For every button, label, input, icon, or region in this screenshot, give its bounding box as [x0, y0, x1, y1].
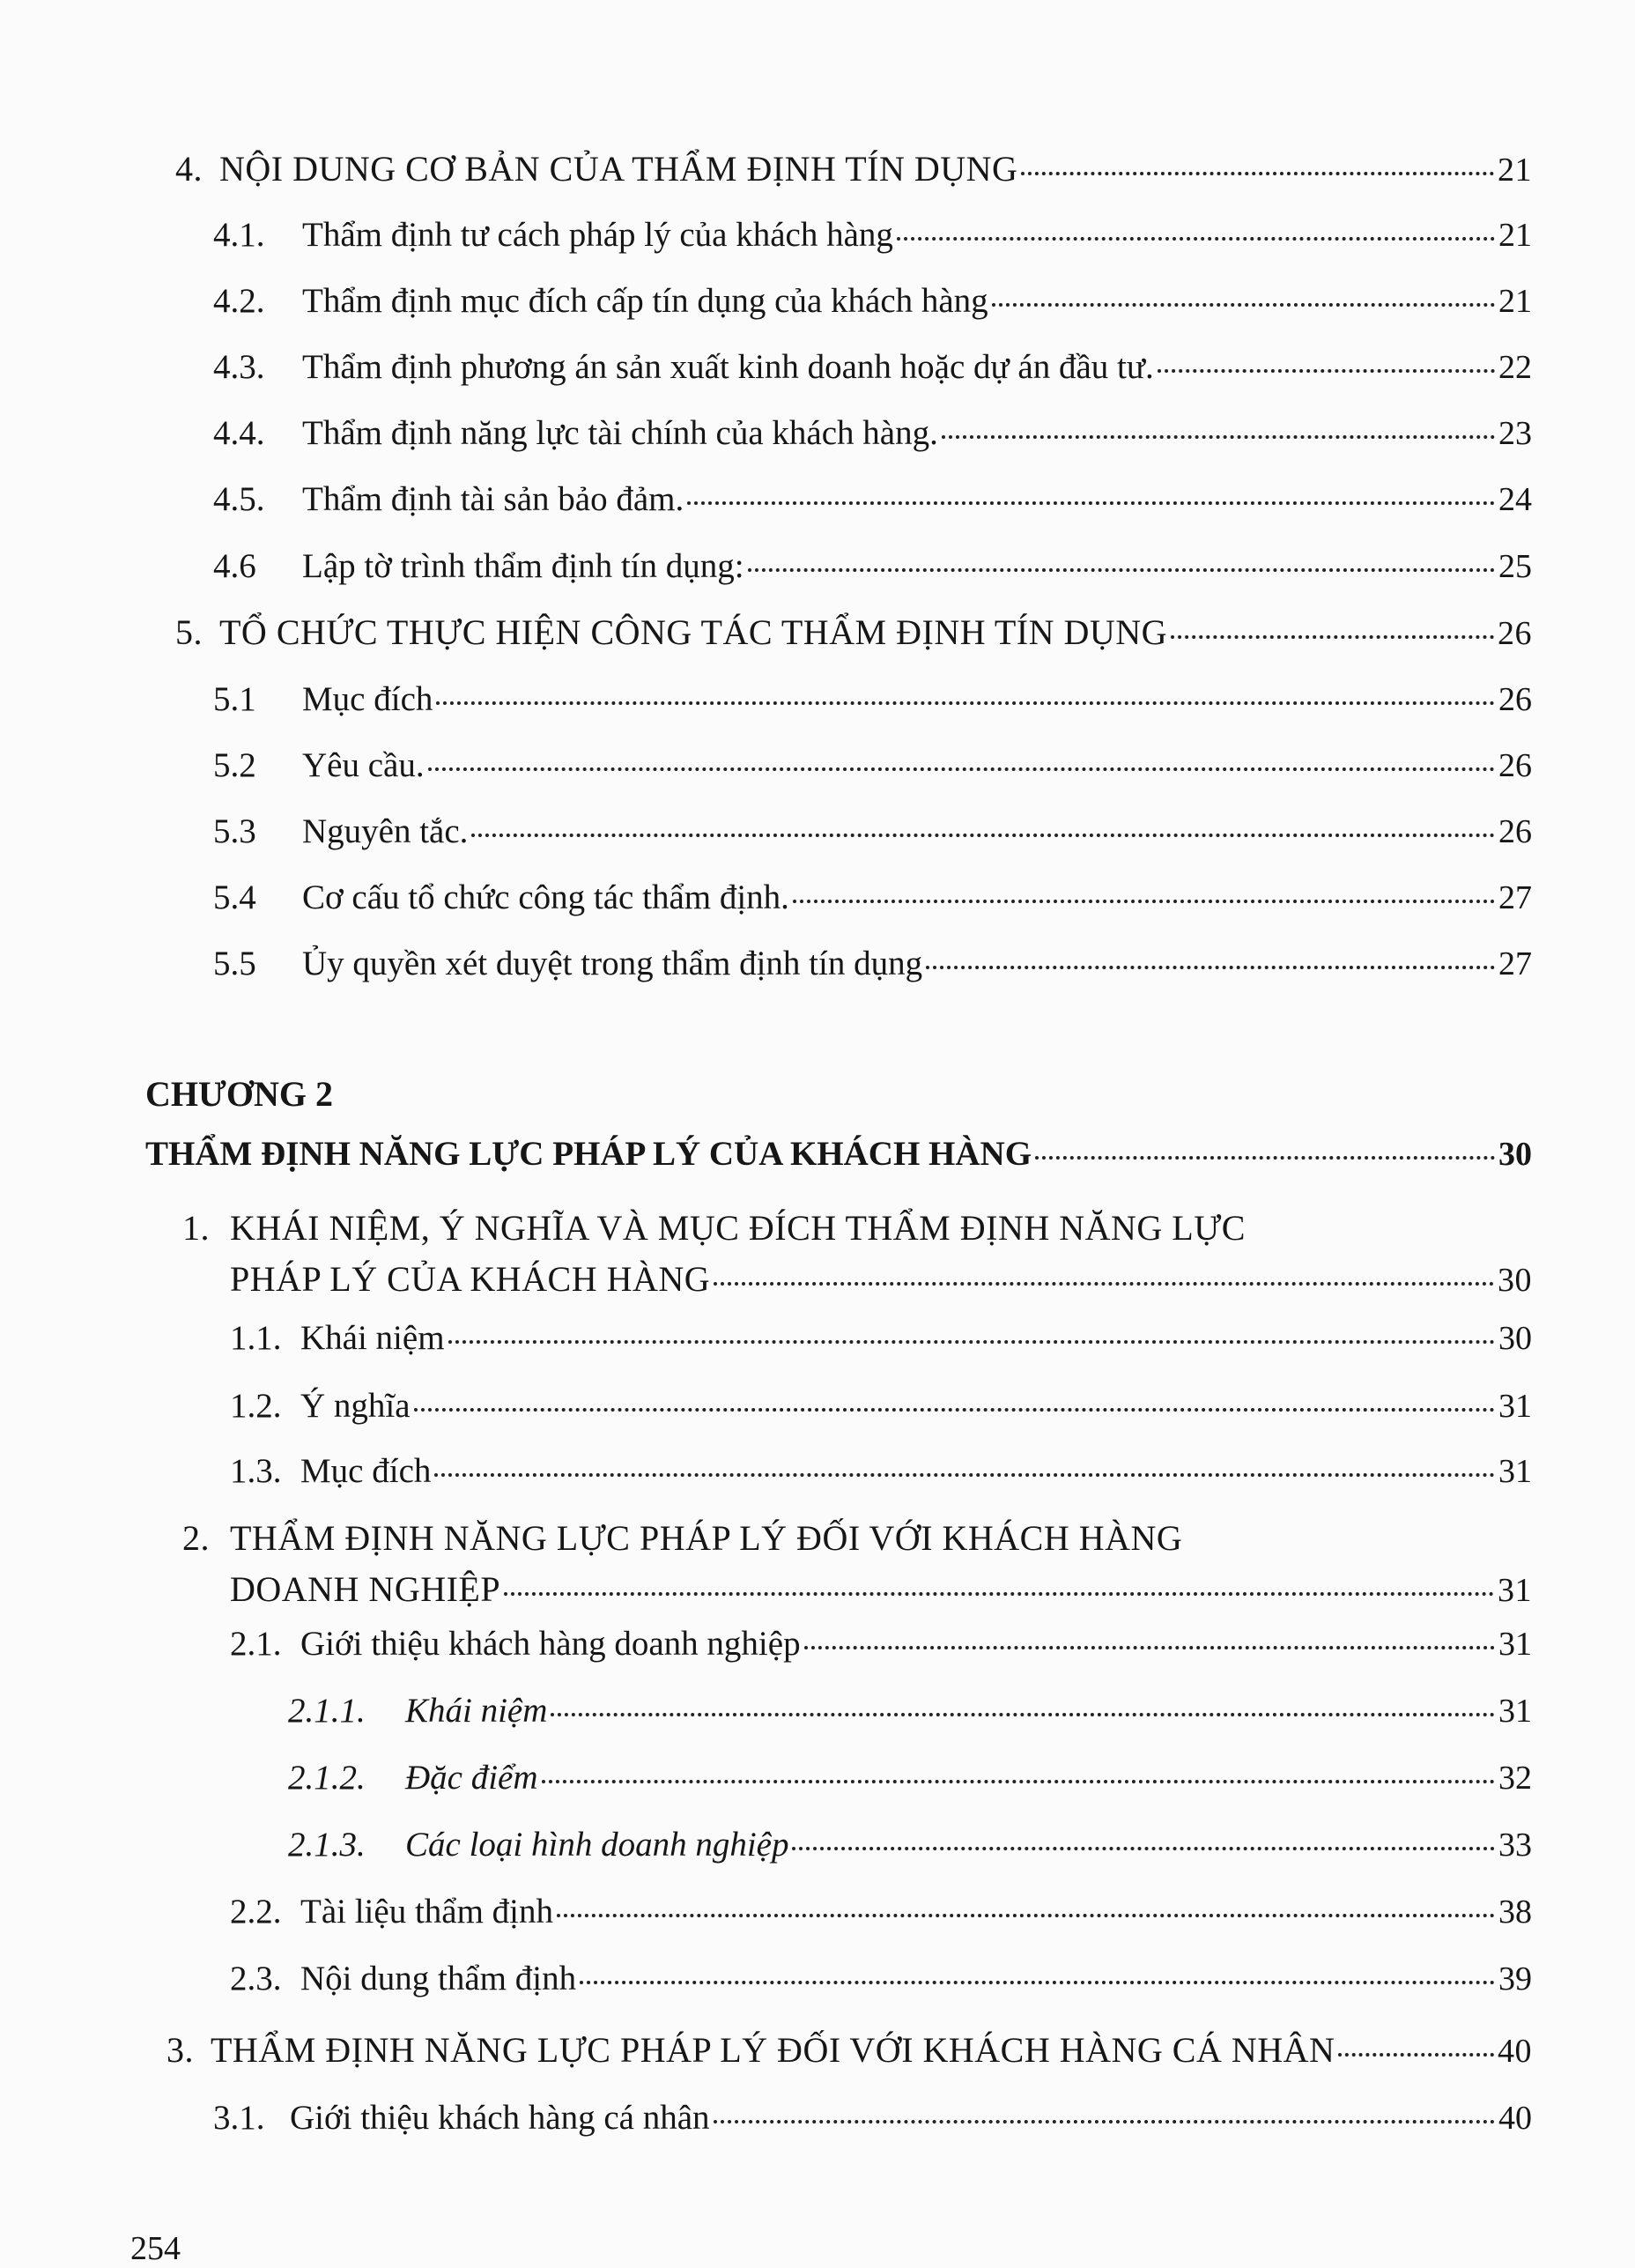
toc-entry-title: Thẩm định tư cách pháp lý của khách hàng — [302, 216, 893, 254]
toc-entry-number: 4.2. — [213, 282, 265, 320]
toc-entry[interactable] — [213, 877, 1532, 919]
toc-entry-title: Yêu cầu. — [302, 746, 425, 784]
toc-entry[interactable] — [213, 214, 1532, 256]
toc-entry-title: Giới thiệu khách hàng cá nhân — [290, 2099, 710, 2137]
dot-leader — [504, 1592, 1494, 1596]
dot-leader — [992, 303, 1495, 307]
toc-entry-title: Khái niệm — [405, 1692, 548, 1730]
toc-entry-title: Mục đích — [302, 680, 433, 718]
toc-entry-title: KHÁI NIỆM, Ý NGHĨA VÀ MỤC ĐÍCH THẨM ĐỊNH NĂNG LỰC — [230, 1208, 1246, 1248]
dot-leader — [1158, 369, 1495, 373]
toc-entry-number: 3.1. — [213, 2099, 265, 2137]
dot-leader — [434, 1473, 1495, 1477]
toc-entry-number: 4.5. — [213, 480, 265, 518]
toc-entry-number: 3. — [166, 2030, 194, 2070]
dot-leader — [1035, 1156, 1495, 1160]
toc-entry-number: 2.1.3. — [288, 1826, 366, 1864]
toc-entry-title: Nội dung thẩm định — [300, 1960, 577, 1997]
toc-entry-page: 31 — [1498, 1626, 1532, 1663]
toc-entry-title: Thẩm định năng lực tài chính của khách hàng. — [302, 414, 938, 452]
toc-entry-title: Khái niệm — [300, 1319, 445, 1357]
dot-leader — [897, 237, 1495, 241]
toc-entry-title: Đặc điểm — [405, 1759, 538, 1797]
toc-entry-title: Thẩm định tài sản bảo đảm. — [302, 480, 684, 518]
dot-leader — [942, 435, 1495, 439]
toc-entry[interactable] — [230, 1891, 1532, 1933]
toc-entry-number: 1.1. — [230, 1319, 282, 1357]
toc-entry-page: 22 — [1498, 349, 1532, 386]
dot-leader — [804, 1646, 1495, 1649]
toc-entry-title: Tài liệu thẩm định — [300, 1893, 554, 1931]
toc-entry-page: 21 — [1498, 152, 1532, 189]
toc-entry[interactable] — [213, 2097, 1532, 2139]
toc-entry[interactable] — [213, 412, 1532, 455]
toc-entry-title-line2: PHÁP LÝ CỦA KHÁCH HÀNG — [230, 1259, 711, 1299]
toc-entry-page: 31 — [1498, 1453, 1532, 1490]
toc-entry-page: 25 — [1498, 548, 1532, 585]
toc-entry-page: 40 — [1498, 2033, 1532, 2070]
toc-entry[interactable] — [213, 811, 1532, 853]
toc-entry[interactable] — [182, 1517, 1182, 1560]
toc-entry-title: Cơ cấu tổ chức công tác thẩm định. — [302, 878, 789, 916]
dot-leader — [793, 900, 1495, 903]
toc-entry-title: Nguyên tắc. — [302, 812, 469, 850]
toc-entry-page: 30 — [1498, 1320, 1532, 1357]
toc-entry[interactable] — [213, 478, 1532, 521]
dot-leader — [792, 1847, 1495, 1850]
toc-entry-page: 31 — [1498, 1693, 1532, 1730]
toc-entry[interactable] — [213, 678, 1532, 721]
toc-entry-number: 5.3 — [213, 812, 256, 850]
dot-leader — [1338, 2053, 1494, 2057]
toc-entry-number: 1. — [182, 1208, 210, 1248]
dot-leader — [1021, 172, 1494, 175]
toc-entry-page: 21 — [1498, 283, 1532, 320]
toc-entry-title: TỔ CHỨC THỰC HIỆN CÔNG TÁC THẨM ĐỊNH TÍN DỤNG — [219, 612, 1168, 652]
toc-entry-title: Giới thiệu khách hàng doanh nghiệp — [300, 1625, 801, 1663]
toc-entry[interactable] — [213, 943, 1532, 985]
dot-leader — [926, 966, 1495, 969]
toc-entry-title: Thẩm định phương án sản xuất kinh doanh hoặc dự án đầu tư. — [302, 348, 1154, 386]
toc-entry-page: 32 — [1498, 1760, 1532, 1797]
toc-entry[interactable] — [230, 1623, 1532, 1665]
toc-entry-title: Các loại hình doanh nghiệp — [405, 1826, 789, 1864]
toc-entry[interactable] — [230, 1317, 1532, 1360]
toc-entry-page: 30 — [1498, 1262, 1532, 1299]
toc-entry-page: 26 — [1498, 747, 1532, 784]
toc-entry-number: 2. — [182, 1518, 210, 1558]
dot-leader — [1171, 635, 1494, 639]
toc-entry[interactable] — [288, 1824, 1532, 1866]
toc-entry-number: 5. — [175, 612, 203, 652]
toc-entry[interactable] — [230, 1958, 1532, 2000]
toc-entry-title-line2: DOANH NGHIỆP — [230, 1569, 501, 1609]
toc-entry-title: Thẩm định mục đích cấp tín dụng của khách hàng — [302, 282, 988, 320]
toc-entry[interactable] — [213, 545, 1532, 588]
toc-entry-number: 2.1.2. — [288, 1759, 366, 1797]
toc-entry-title: Mục đích — [300, 1452, 432, 1490]
toc-entry[interactable] — [166, 2029, 1532, 2072]
toc-entry-continued[interactable] — [230, 1258, 1532, 1301]
chapter-title-entry[interactable] — [145, 1133, 1532, 1175]
toc-entry-page: 21 — [1498, 217, 1532, 254]
dot-leader — [471, 834, 1495, 837]
toc-entry-page: 26 — [1498, 615, 1532, 652]
toc-entry-page: 27 — [1498, 879, 1532, 916]
toc-entry-title: THẨM ĐỊNH NĂNG LỰC PHÁP LÝ ĐỐI VỚI KHÁCH HÀNG CÁ NHÂN — [211, 2030, 1335, 2070]
toc-entry-number: 1.2. — [230, 1387, 282, 1425]
toc-entry[interactable] — [175, 611, 1532, 655]
dot-leader — [436, 701, 1495, 705]
toc-entry-title: NỘI DUNG CƠ BẢN CỦA THẨM ĐỊNH TÍN DỤNG — [219, 149, 1018, 189]
toc-entry-number: 4. — [175, 149, 203, 189]
dot-leader — [687, 501, 1495, 505]
toc-entry-number: 4.3. — [213, 348, 265, 386]
toc-entry-page: 23 — [1498, 415, 1532, 452]
toc-entry-title: Ý nghĩa — [300, 1387, 411, 1425]
toc-entry-number: 5.1 — [213, 680, 256, 718]
toc-entry[interactable] — [213, 745, 1532, 787]
toc-entry-page: 31 — [1498, 1572, 1532, 1609]
dot-leader — [714, 2120, 1495, 2123]
dot-leader — [580, 1981, 1495, 1984]
toc-entry-number: 5.2 — [213, 746, 256, 784]
toc-entry-number: 5.4 — [213, 878, 256, 916]
toc-entry-number: 2.1. — [230, 1625, 282, 1663]
toc-entry-title: THẨM ĐỊNH NĂNG LỰC PHÁP LÝ ĐỐI VỚI KHÁCH HÀNG — [230, 1518, 1183, 1558]
toc-entry-number: 5.5 — [213, 945, 256, 982]
toc-entry[interactable] — [213, 346, 1532, 389]
toc-entry-number: 2.2. — [230, 1893, 282, 1931]
toc-entry-number: 2.3. — [230, 1960, 282, 1997]
toc-entry-page: 38 — [1498, 1894, 1532, 1931]
toc-entry[interactable] — [230, 1385, 1532, 1427]
toc-entry[interactable] — [288, 1690, 1532, 1732]
toc-entry-page: 33 — [1498, 1827, 1532, 1864]
toc-entry-title: Ủy quyền xét duyệt trong thẩm định tín dụng — [302, 945, 923, 982]
toc-entry-number: 2.1.1. — [288, 1692, 366, 1730]
toc-entry-number: 1.3. — [230, 1452, 282, 1490]
toc-entry-page: 39 — [1498, 1960, 1532, 1997]
dot-leader — [551, 1713, 1495, 1716]
toc-entry-page: 24 — [1498, 481, 1532, 518]
toc-entry-title: THẨM ĐỊNH NĂNG LỰC PHÁP LÝ CỦA KHÁCH HÀNG — [145, 1135, 1032, 1173]
toc-entry-continued[interactable] — [230, 1568, 1532, 1612]
toc-entry-page: 30 — [1498, 1136, 1532, 1173]
toc-entry[interactable] — [230, 1450, 1532, 1493]
toc-entry-title: Lập tờ trình thẩm định tín dụng: — [302, 547, 744, 585]
dot-leader — [542, 1780, 1495, 1783]
toc-entry-page: 31 — [1498, 1388, 1532, 1425]
dot-leader — [748, 568, 1495, 572]
chapter-label: CHƯƠNG 2 — [145, 1074, 333, 1114]
toc-entry-number: 4.1. — [213, 216, 265, 254]
toc-entry-page: 26 — [1498, 681, 1532, 718]
toc-entry-page: 40 — [1498, 2100, 1532, 2137]
toc-entry[interactable] — [213, 280, 1532, 322]
toc-entry[interactable] — [175, 148, 1532, 191]
toc-entry-number: 4.6 — [213, 547, 256, 585]
toc-entry-number: 4.4. — [213, 414, 265, 452]
toc-entry-page: 26 — [1498, 813, 1532, 850]
page-number: 254 — [130, 2230, 181, 2267]
toc-entry[interactable] — [288, 1757, 1532, 1799]
dot-leader — [714, 1282, 1494, 1286]
toc-entry-page: 27 — [1498, 945, 1532, 982]
dot-leader — [557, 1914, 1495, 1917]
dot-leader — [414, 1408, 1495, 1412]
dot-leader — [448, 1340, 1495, 1344]
toc-entry[interactable] — [182, 1207, 1246, 1249]
dot-leader — [428, 767, 1495, 771]
